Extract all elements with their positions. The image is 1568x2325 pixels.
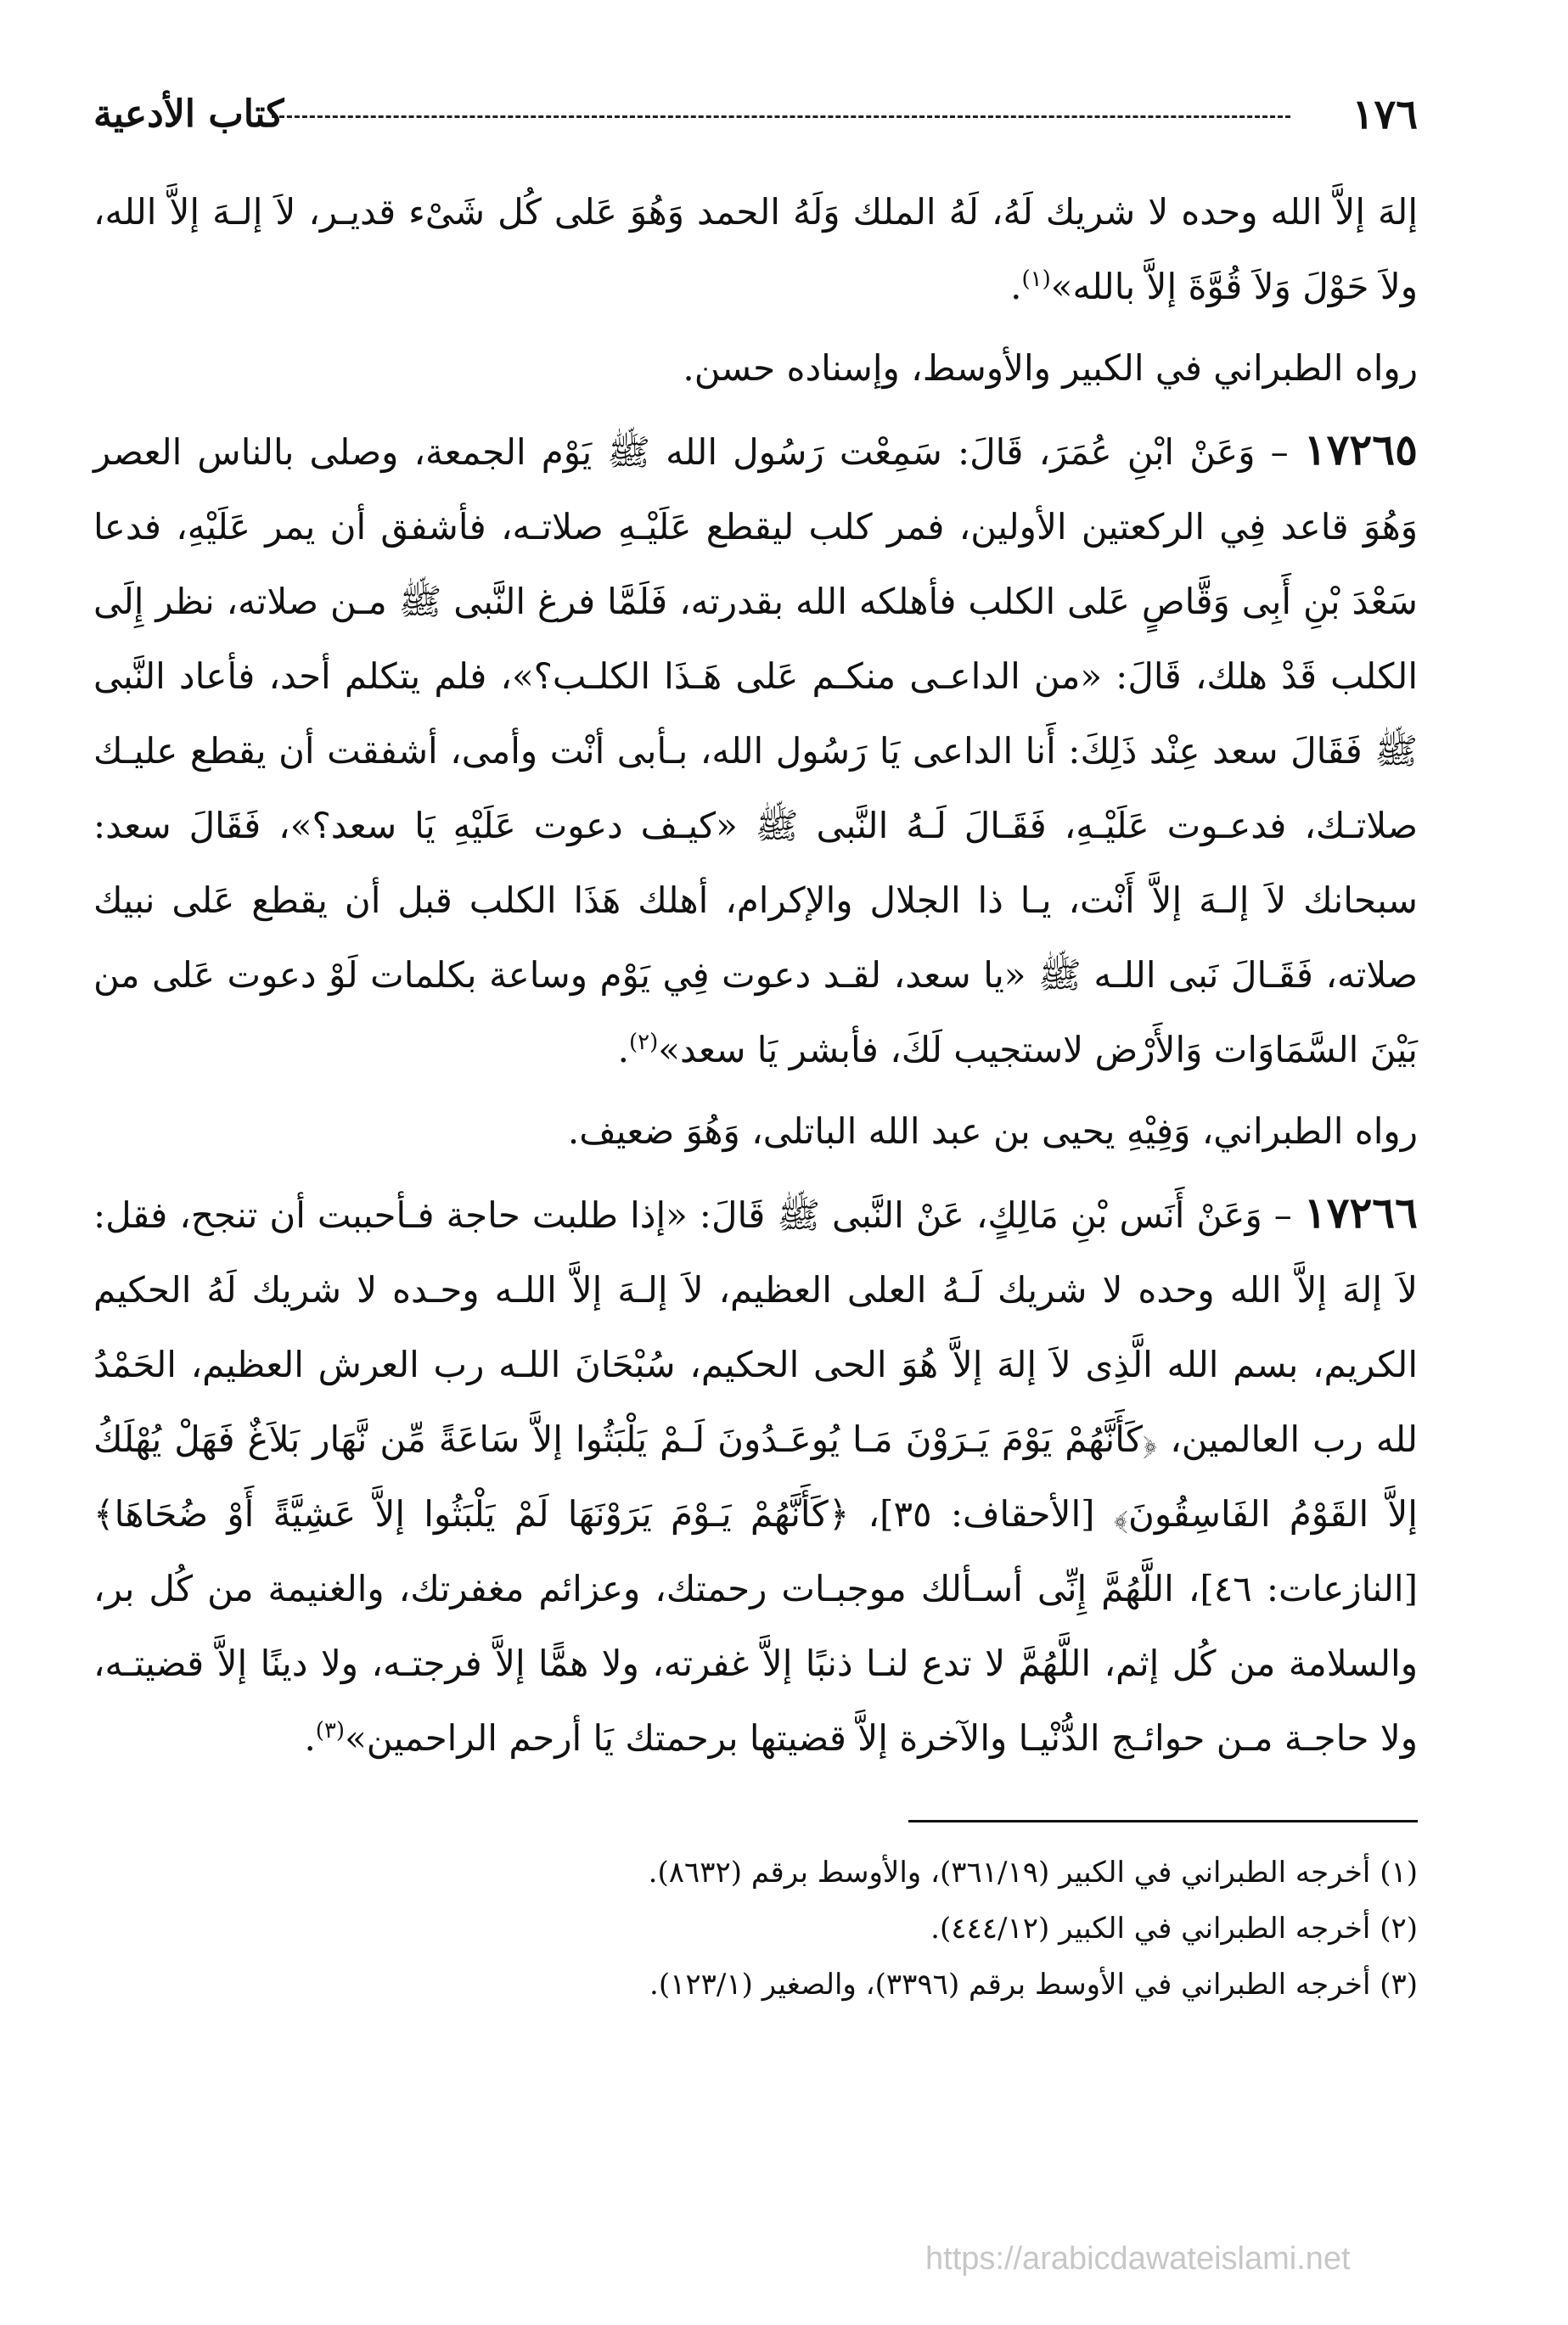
paragraph-text: إلهَ إلاَّ الله وحده لا شريك لَهُ، لَهُ الملك وَلَهُ الحمد وَهُوَ عَلى كُل شَىْء قديـر، لاَ إلـهَ إلاَّ الله، ولاَ حَوْلَ وَلاَ قُوَّةَ إلاَّ بالله» (93, 191, 1418, 307)
footnote-ref: (٢) (628, 1030, 659, 1055)
footnote: (١) أخرجه الطبراني في الكبير (٣٦١/١٩)، والأوسط برقم (٨٦٣٢). (648, 1856, 1418, 1890)
paragraph-end: . (617, 1029, 629, 1070)
hadith-source: رواه الطبراني، وَفِيْهِ يحيى بن عبد الله الباتلى، وَهُوَ ضعيف. (567, 1110, 1418, 1152)
footnotes (93, 1845, 1418, 2013)
paragraph-end: . (304, 1717, 316, 1759)
hadith-text: – وَعَنْ أَنَس بْنِ مَالِكٍ، عَنْ النَّبى ﷺ قَالَ: «إذا طلبت حاجة فـأحببت أن تنجح، فقل: لاَ إلهَ إلاَّ الله وحده لا شريك لَـهُ العلى العظيم، لاَ إلـهَ إلاَّ اللـه وحـده لا شريك لَهُ الحكيم الكريم، بسم الله الَّذِى لاَ إلهَ إلاَّ هُوَ الحى الحكيم، سُبْحَانَ اللـه رب العرش العظيم، الحَمْدُ لله رب العالمين، ﴿كَأَنَّهُمْ يَوْمَ يَـرَوْنَ مَـا يُوعَـدُونَ لَـمْ يَلْبَثُوا إلاَّ سَاعَةً مِّن نَّهَار بَلاَغٌ فَهَلْ يُهْلَكُ إلاَّ القَوْمُ الفَاسِقُونَ﴾ [الأحقاف: ٣٥]، ﴿كَأَنَّهُمْ يَـوْمَ يَرَوْنَهَا لَمْ يَلْبَثُوا إلاَّ عَشِيَّةً أَوْ ضُحَاهَا﴾ [النازعات: ٤٦]، اللَّهُمَّ إِنِّى أسـألك موجبـات رحمتك، وعزائم مغفرتك، والغنيمة من كُل بر، والسلامة من كُل إثم، اللَّهُمَّ لا تدع لنـا ذنبًا إلاَّ غفرته، ولا همًّا إلاَّ فرجتـه، ولا دينًا إلاَّ قضيتـه، ولا حاجـة مـن حوائـج الدُّنْيـا والآخرة إلاَّ قضيتها برحمتك يَا أرحم الراحمين» (93, 1194, 1418, 1759)
paragraph-continuation (93, 175, 1418, 324)
watermark-url: https://arabicdawateislami.net (925, 2241, 1351, 2277)
header-dashed-rule (272, 115, 1290, 118)
footnote: (٢) أخرجه الطبراني في الكبير (٤٤٤/١٢). (930, 1912, 1418, 1946)
hadith-source: رواه الطبراني في الكبير والأوسط، وإسناده حسن. (683, 347, 1418, 389)
hadith-paragraph (93, 413, 1418, 1087)
book-title: كتاب الأدعية (93, 93, 284, 136)
hadith-number: ١٧٢٦٦ (1303, 1188, 1419, 1238)
footnote-divider (908, 1820, 1418, 1822)
footnote-ref: (١) (1021, 267, 1051, 292)
main-text (93, 175, 1418, 1776)
footnote-ref: (٣) (315, 1718, 346, 1744)
page-header (93, 85, 1418, 149)
hadith-number: ١٧٢٦٥ (1303, 424, 1418, 475)
footnote: (٣) أخرجه الطبراني في الأوسط برقم (٣٣٩٦)، والصغير (١٢٣/١). (649, 1968, 1418, 2002)
paragraph-end: . (1010, 266, 1022, 307)
page-number: ١٧٦ (1352, 91, 1418, 138)
hadith-text: – وَعَنْ ابْنِ عُمَرَ، قَالَ: سَمِعْت رَسُول الله ﷺ يَوْم الجمعة، وصلى بالناس العصر وَهُوَ قاعد فِي الركعتين الأولين، فمر كلب ليقطع عَلَيْـهِ صلاتـه، فأشفق أن يمر عَلَيْهِ، فدعا سَعْدَ بْنِ أَبِى وَقَّاصٍ عَلى الكلب فأهلكه الله بقدرته، فَلَمَّا فرغ النَّبى ﷺ مـن صلاته، نظر إِلَى الكلب قَدْ هلك، قَالَ: «من الداعـى منكـم عَلى هَـذَا الكلـب؟»، فلم يتكلم أحد، فأعاد النَّبى ﷺ فَقَالَ سعد عِنْد ذَلِكَ: أَنا الداعى يَا رَسُول الله، بـأبى أنْت وأمى، أشفقت أن يقطع عليـك صلاتـك، فدعـوت عَلَيْـهِ، فَقَـالَ لَـهُ النَّبى ﷺ «كيـف دعوت عَلَيْهِ يَا سعد؟»، فَقَالَ سعد: سبحانك لاَ إلـهَ إلاَّ أَنْت، يـا ذا الجلال والإكرام، أهلك هَذَا الكلب قبل أن يقطع عَلى نبيك صلاته، فَقَـالَ نَبى اللـه ﷺ «يا سعد، لقـد دعوت فِي يَوْم وساعة بكلمات لَوْ دعوت عَلى من بَيْنَ السَّمَاوَات وَالأَرْض لاستجيب لَكَ، فأبشر يَا سعد» (93, 431, 1418, 1070)
page (93, 85, 1418, 2013)
hadith-paragraph (93, 1176, 1418, 1776)
